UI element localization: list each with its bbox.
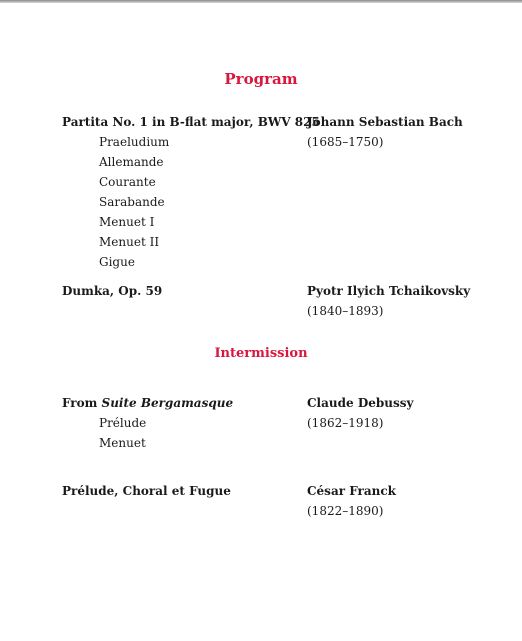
- top-rule: [0, 0, 522, 3]
- intermission-heading: Intermission: [214, 346, 308, 361]
- movement-menuet: Menuet: [99, 436, 146, 450]
- piece-title-dumka: Dumka, Op. 59: [62, 284, 163, 298]
- composer-years-franck: (1822–1890): [307, 504, 384, 518]
- movement-menuet-1: Menuet I: [99, 215, 155, 229]
- piece-title-prefix: From: [62, 396, 98, 410]
- movement-praeludium: Praeludium: [99, 135, 170, 149]
- movement-prelude: Prélude: [99, 416, 147, 430]
- composer-tchaikovsky: Pyotr Ilyich Tchaikovsky: [307, 284, 471, 298]
- piece-title-suite-bergamasque: [62, 393, 233, 413]
- movement-sarabande: Sarabande: [99, 195, 165, 209]
- movement-allemande: Allemande: [99, 155, 164, 169]
- movement-gigue: Gigue: [99, 255, 135, 269]
- program-title: Program: [224, 70, 298, 88]
- composer-debussy: Claude Debussy: [307, 396, 414, 410]
- piece-title-franck: Prélude, Choral et Fugue: [62, 484, 231, 498]
- composer-years-debussy: (1862–1918): [307, 416, 384, 430]
- composer-years-bach: (1685–1750): [307, 135, 384, 149]
- composer-franck: César Franck: [307, 484, 396, 498]
- composer-bach: Johann Sebastian Bach: [307, 115, 463, 129]
- composer-years-tchaikovsky: (1840–1893): [307, 304, 384, 318]
- movement-courante: Courante: [99, 175, 156, 189]
- movement-menuet-2: Menuet II: [99, 235, 160, 249]
- piece-title-bach-partita: Partita No. 1 in B-flat major, BWV 825: [62, 115, 320, 129]
- piece-title-italic: Suite Bergamasque: [101, 396, 234, 410]
